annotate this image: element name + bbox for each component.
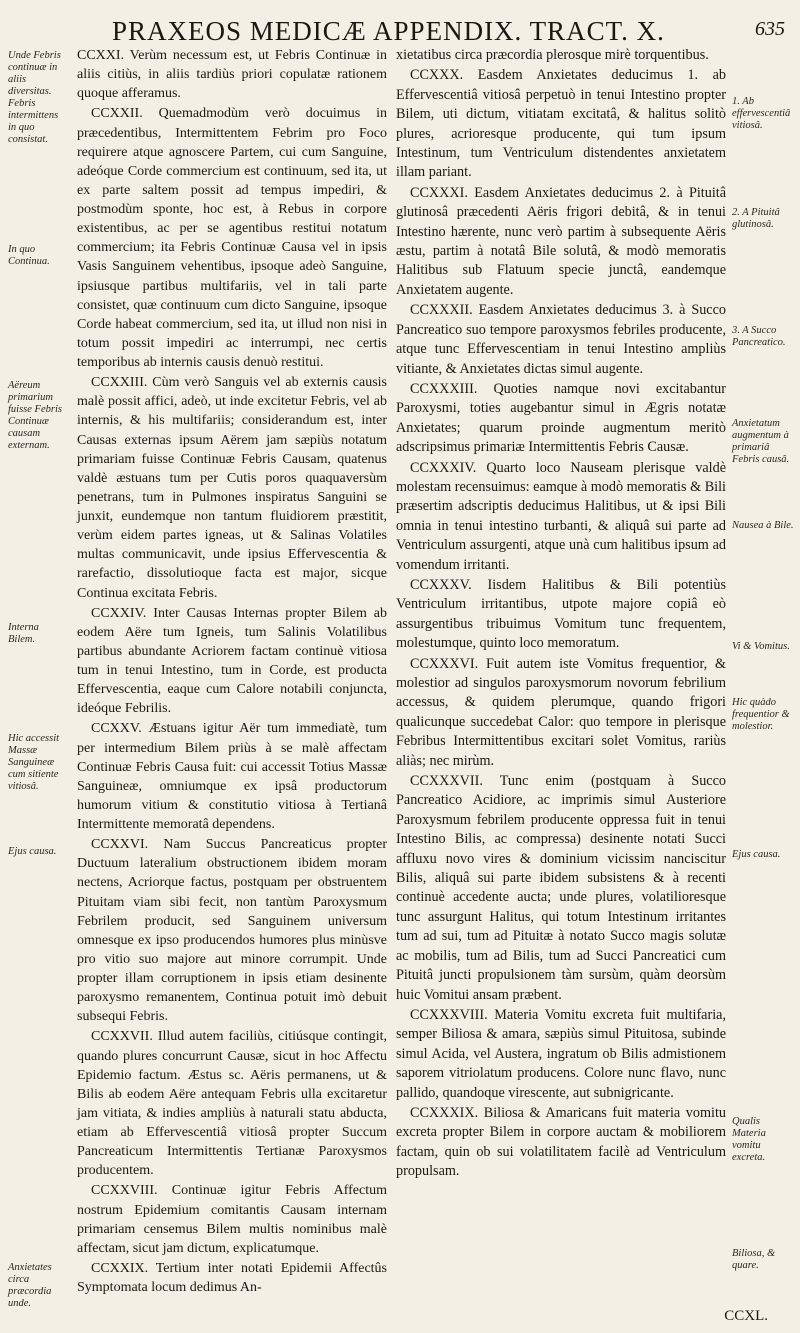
page-number: 635 (755, 18, 785, 40)
left-column (77, 46, 387, 1298)
paragraph-ccxxxix: CCXXXIX. Biliosa & Amaricans fuit materia vomitu excreta propter Bilem in corpore auctam & mobiliorem factam, quin ob sui volatilitatem facilè ad Ventriculum propulsam. (396, 1104, 726, 1180)
page-header (40, 14, 785, 50)
running-head: PRAXEOS MEDICÆ APPENDIX. TRACT. X. (112, 16, 665, 46)
paragraph-ccxxvi: CCXXVI. Nam Succus Pancreaticus propter Ductuum lateralium obstructionem ibidem moram nectens, Acriorque factus, postquam per obstruentem Pituitam viam sibi fecit, non tantùm Paroxysmum Febrilem producit, sed Sanguinem universum omnesque ex ipso producendos humores plus minùsve pro vitio suo majore aut minore corrumpit. Unde propter illam corruptionem in ipsis etiam desinente paroxysmo remanentem, Continua potuit imò debuit subsequi Febris. (77, 837, 387, 1025)
margin-note-left: In quo Continua. (8, 244, 50, 267)
margin-note-right: Anxietatum augmentum à primariâ Febris causâ. (732, 418, 790, 465)
margin-note-left: Interna Bilem. (8, 622, 39, 645)
margin-note-right: 2. A Pituitâ glutinosâ. (732, 207, 780, 230)
margin-note-right: Ejus causa. (732, 849, 781, 860)
paragraph-ccxxix: CCXXIX. Tertium inter notati Epidemii Affectûs Symptomata locum dedimus An- (77, 1260, 387, 1295)
margin-note-right: 1. Ab effervescentiâ vitiosâ. (732, 96, 791, 131)
margin-note-right: Biliosa, & quare. (732, 1248, 776, 1271)
catchword: CCXL. (724, 1308, 768, 1324)
paragraph-ccxxxiii: CCXXXIII. Quoties namque novi excitabantur Paroxysmi, toties augebantur simul in Ægris notatæ Anxietates; quarum proinde augmentum meritò adscripsimus primariæ Intermittentis Febris Causæ. (396, 380, 726, 456)
paragraph-ccxxi: CCXXI. Verùm necessum est, ut Febris Continuæ in aliis citiùs, in aliis tardiùs priori copulatæ rationem quoque afferamus. (77, 48, 387, 102)
margin-note-left: Anxietates circa præcordia unde. (8, 1262, 52, 1309)
margin-note-left: Hic accessit Massæ Sanguineæ cum sitiente vitiosâ. (8, 733, 60, 792)
paragraph-ccxxix-continued: xietatibus circa præcordia plerosque mirè torquentibus. (396, 47, 709, 63)
margin-note-right: Hic quàdo frequentior & molestior. (732, 697, 790, 732)
paragraph-ccxxvii: CCXXVII. Illud autem faciliùs, citiúsque contingit, quando plures concurrunt Causæ, sicut in hoc Affectu Epidemio factum. Æstus sc. Aëris permanens, ut & Bilis ab eodem Aëre antequam Febris ulla excitaretur jam vitiata, & indies ampliùs à naturali statu abducta, etiam ab Effervescentiâ vitiosâ propter Succum Pancreaticum Intermittentis Tertianæ Paroxysmos producentem. (77, 1029, 387, 1179)
margin-note-left: Aëreum primarium fuisse Febris Continuæ causam externam. (8, 380, 62, 451)
right-column (396, 46, 726, 1183)
paragraph-ccxxxvii: CCXXXVII. Tunc enim (postquam à Succo Pancreatico Acidiore, ac imprimis simul Austeriore Paroxysmum febrilem producente oppressa fuit in tenui Intestino Bilis, ac compressa) desinente notati Succi affluxu novo vires & dominium vicissim nanciscitur Bilis, aliquâ sui parte ibidem subsistens & à recenti continuè accedente aucta; unde plures, volatilioresque tunc assurgunt Halitus, qui totum Intestinum irritantes tum ad sui, tum ad Pituitæ à notato Succo magis solutæ ac mobilis, tum ad Bilis, tum ad Succi Pancreatici cum Pituitâ juncti propulsionem tàm sursùm, quàm deorsùm huic Vomitui ansam præbent. (396, 773, 726, 1003)
margin-note-right: Nausea à Bile. (732, 520, 794, 531)
paragraph-ccxxii: CCXXII. Quemadmodùm verò docuimus in præcedentibus, Intermittentem Febrim pro Foco requirere atque agnoscere Partem, cui cum Sanguine, adeóque Corde commercium est continuum, sed ita, ut ex parte saltem possit ad tempus impediri, & postmodùm sponte, hoc est, à Rebus in corpore existentibus, ac per se agentibus restitui notatum commercium; ita Febris Continuæ Causa vel in ipsis Vasis Sanguinem vehentibus, ipsoque adeò Sanguine, ipsiusque partibus multifariis, vel in tali parte consistet, quæ continuum cum dicto Sanguine, ipsoque Corde habeat commercium, sed ita, ut illud non nisi in totum possit impediri ac interrumpi, nec certis temporibus ab internis causis denuò restitui. (77, 106, 387, 370)
paragraph-ccxxiii: CCXXIII. Cùm verò Sanguis vel ab externis causis malè possit affici, adeò, ut inde excitetur Febris, vel ab internis, & his multifariis; considerandum est, inter Causas externas ipsum Aërem jam sæpiùs notatum primariam fuisse Continuæ Febris Causam, quatenus valdè æstuans tum per Cutis poros quaquaversùm penetrans, tum in Pulmones inspiratus Sanguini se junxit, eundemque non tantum fluidiorem præstitit, verùm eidem partes igneas, ut & Salinas Volatiles multas communicavit, unde ipsius Effervescentia & rarefactio, dissolutioque facta est major, sicque Continua excitata Febris. (77, 375, 387, 601)
paragraph-ccxxx: CCXXX. Easdem Anxietates deducimus 1. ab Effervescentiâ vitiosâ perpetuò in tenui Intestino propter Bilem, uti dictum, vitiatam excitatâ, & halitus solitò plures, acrioresque producente, qui tum ipsum Intestinum, tum Ventriculum distendentes anxietatem illam pariant. (396, 67, 726, 181)
paragraph-ccxxxvi: CCXXXVI. Fuit autem iste Vomitus frequentior, & molestior ad singulos paroxysmorum novorum febrilium accessus, & quidem plerumque, quando frigori qualicunque succedebat Calor: quo tempore in plerisque Febribus Intermittentibus excitari solet Vomitus, rariùs aliàs; nec mirùm. (396, 655, 726, 769)
paragraph-ccxxiv: CCXXIV. Inter Causas Internas propter Bilem ab eodem Aëre tum Igneis, tum Salinis Volatilibus partibus abundante Acriorem factam continuè vitiosa tum in tenui Intestino, tum in Corde, est producta Effervescentia, eaque cum Calore notabili conjuncta, ideóque Febrilis. (77, 605, 387, 717)
margin-note-right: 3. A Succo Pancreatico. (732, 325, 786, 348)
paragraph-ccxxxv: CCXXXV. Iisdem Halitibus & Bili potentiùs Ventriculum irritantibus, utpote majore copiâ eò assurgentibus tribuimus Vomitum tunc frequentem, molestumque, quinto loco memoratum. (396, 576, 726, 652)
margin-note-left: Ejus causa. (8, 846, 57, 857)
paragraph-ccxxxi: CCXXXI. Easdem Anxietates deducimus 2. à Pituitâ glutinosâ præcedenti Aëris frigori debitâ, & in tenui Intestino hærente, nunc verò partim à subsequente Aëris æstu, partim à notatâ Bile solutâ, & modò memoratis Halitibus sub Flatuum specie junctâ, eandemque Anxietatem augente. (396, 184, 726, 298)
paragraph-ccxxxiv: CCXXXIV. Quarto loco Nauseam plerisque valdè molestam recensuimus: eamque à modò memoratis & Bili præsertim adscriptis deducimus Halitibus, ut & ipsi Bili omnia in tenui intestino turbanti, & aliquâ sui parte ad Ventriculum assurgenti, atque unà cum halitibus ipsum ad vomendum irritanti. (396, 459, 726, 573)
paragraph-ccxxv: CCXXV. Æstuans igitur Aër tum immediatè, tum per intermedium Bilem priùs à se malè affectam Continuæ Febris Causa fuit: cui accessit Totius Massæ Sanguineæ, omniumque ex ipsâ productorum humorum vitium & constitutio vitiosa à Tertianâ Intermittente memoratâ dependens. (77, 721, 387, 832)
margin-note-left: Unde Febris continuæ in aliis diversitas. Febris intermittens in quo consistat. (8, 50, 61, 145)
paragraph-ccxxviii: CCXXVIII. Continuæ igitur Febris Affectum nostrum Epidemium comitantis Causam internam primariam censemus Bilem multis nominibus malè affectam, sicut jam dictum, explicatumque. (77, 1183, 387, 1256)
paragraph-ccxxxviii: CCXXXVIII. Materia Vomitu excreta fuit multifaria, semper Biliosa & amara, sæpiùs simul Pituitosa, subinde simul Acida, vel Austera, ingratum ob Bilis admistionem saporem vitriolatum producens. Colore nunc flavo, nunc pallido, quandoque virescente, aut subnigricante. (396, 1006, 726, 1101)
paragraph-ccxxxii: CCXXXII. Easdem Anxietates deducimus 3. à Succo Pancreatico suo tempore paroxysmos febriles producente, atque tunc Effervescentiam in tenui Intestino ampliùs vitiante, & Anxietates dictas simul augente. (396, 302, 726, 377)
margin-note-right: Vi & Vomitus. (732, 641, 790, 652)
margin-note-right: Qualis Materia vomitu excreta. (732, 1116, 766, 1163)
